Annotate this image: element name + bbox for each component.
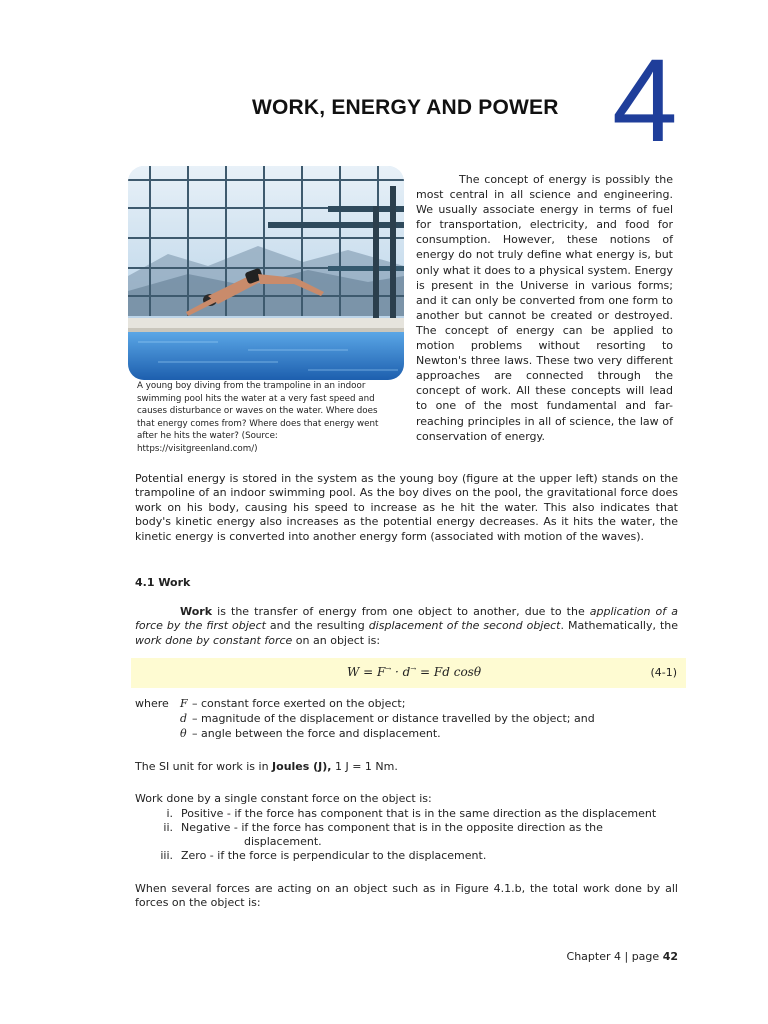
equation-number: (4-1): [650, 666, 677, 679]
work-italic-1: application of a force by the first object: [135, 605, 678, 633]
vector-mark-d: →: [410, 665, 417, 673]
section-heading-work: 4.1 Work: [135, 576, 191, 589]
work-text-3: . Mathematically, the: [560, 619, 679, 633]
list-marker: iii.: [160, 849, 173, 862]
where-label: where: [135, 697, 169, 710]
list-marker: ii.: [163, 821, 173, 834]
potential-energy-paragraph: Potential energy is stored in the system as the young boy (figure at the upper left) stands on the trampoline of an indoor swimming pool. As the boy dives on the pool, the gravitational force does work on his body, causing his speed to increase as he hit the water. This also indicates that body's kinetic energy also increases as the potential energy decreases. As it hits the water, the kinetic energy is converted into another energy form (associated with motion of the waves).: [135, 472, 678, 543]
si-text-1: The SI unit for work is in: [135, 760, 273, 773]
list-marker: i.: [166, 807, 173, 820]
si-unit-bold: Joules (J),: [272, 760, 332, 773]
equation-lhs: W = F: [347, 665, 386, 679]
where-symbol: d: [180, 712, 188, 725]
several-forces-paragraph: When several forces are acting on an object such as in Figure 4.1.b, the total work done by all forces on the object is:: [135, 882, 678, 910]
work-text-4: on an object is:: [292, 633, 381, 647]
list-item-text: Zero - if the force is perpendicular to the displacement.: [181, 849, 487, 862]
diving-photo: [128, 166, 404, 380]
where-definition: – angle between the force and displacement.: [192, 727, 441, 740]
where-definition: – magnitude of the displacement or distance travelled by the object; and: [192, 712, 595, 725]
work-definition-paragraph: [135, 605, 678, 648]
work-italic-2: displacement of the second object: [368, 619, 561, 633]
page-footer: [567, 950, 678, 963]
list-item-continuation: displacement.: [244, 835, 322, 848]
where-symbol: θ: [180, 727, 187, 740]
where-definition: – constant force exerted on the object;: [192, 697, 406, 710]
page-number: 42: [662, 950, 678, 963]
intro-paragraph: The concept of energy is possibly the most central in all science and engineering. We usually associate energy in terms of fuel for transportation, electricity, and food for consumption. However, these notions of energy do not truly define what energy is, but only what it does to a physical system. Energy is present in the Universe in various forms; and it can only be converted from one form to another but cannot be created or destroyed. The concept of energy can be applied to motion problems without resorting to Newton's three laws. These two very different approaches are connected through the concept of work. All these concepts will lead to one of the most fundamental and far-reaching principles in all of science, the law of conservation of energy.: [416, 173, 673, 443]
work-italic-3: work done by constant force: [135, 633, 293, 647]
list-intro: Work done by a single constant force on the object is:: [135, 792, 432, 805]
work-text-2: and the resulting: [265, 619, 369, 633]
list-item-text: Positive - if the force has component that is in the same direction as the displacement: [181, 807, 657, 820]
equation-dot: · d: [391, 665, 411, 679]
diving-photo-illustration: [128, 166, 404, 380]
where-symbol: F: [180, 697, 188, 710]
work-term: Work: [180, 605, 213, 618]
figure-caption: A young boy diving from the trampoline in an indoor swimming pool hits the water at a very fast speed and causes disturbance or waves on the water. Where does that energy comes from? Where does that energy went after he hits the water? (Source: https://visitgreenland.com/): [137, 381, 379, 454]
work-equation: [347, 665, 481, 679]
chapter-title: WORK, ENERGY AND POWER: [252, 96, 559, 119]
list-item: [135, 807, 680, 821]
equation-box: [131, 658, 686, 688]
work-text-1: is the transfer of energy from one object to another, due to the: [212, 605, 590, 618]
work-sign-list: [135, 807, 680, 863]
list-item: [135, 821, 680, 849]
chapter-number: 4: [612, 35, 678, 167]
list-item: [135, 849, 680, 863]
si-text-2: 1 J = 1 Nm.: [331, 760, 398, 773]
list-item-text: Negative - if the force has component that is in the opposite direction as the: [181, 821, 603, 834]
footer-text: Chapter 4 | page: [566, 950, 663, 963]
si-unit-line: [135, 760, 398, 773]
equation-rhs: = Fd cosθ: [416, 665, 482, 679]
vector-mark-f: →: [385, 665, 392, 673]
